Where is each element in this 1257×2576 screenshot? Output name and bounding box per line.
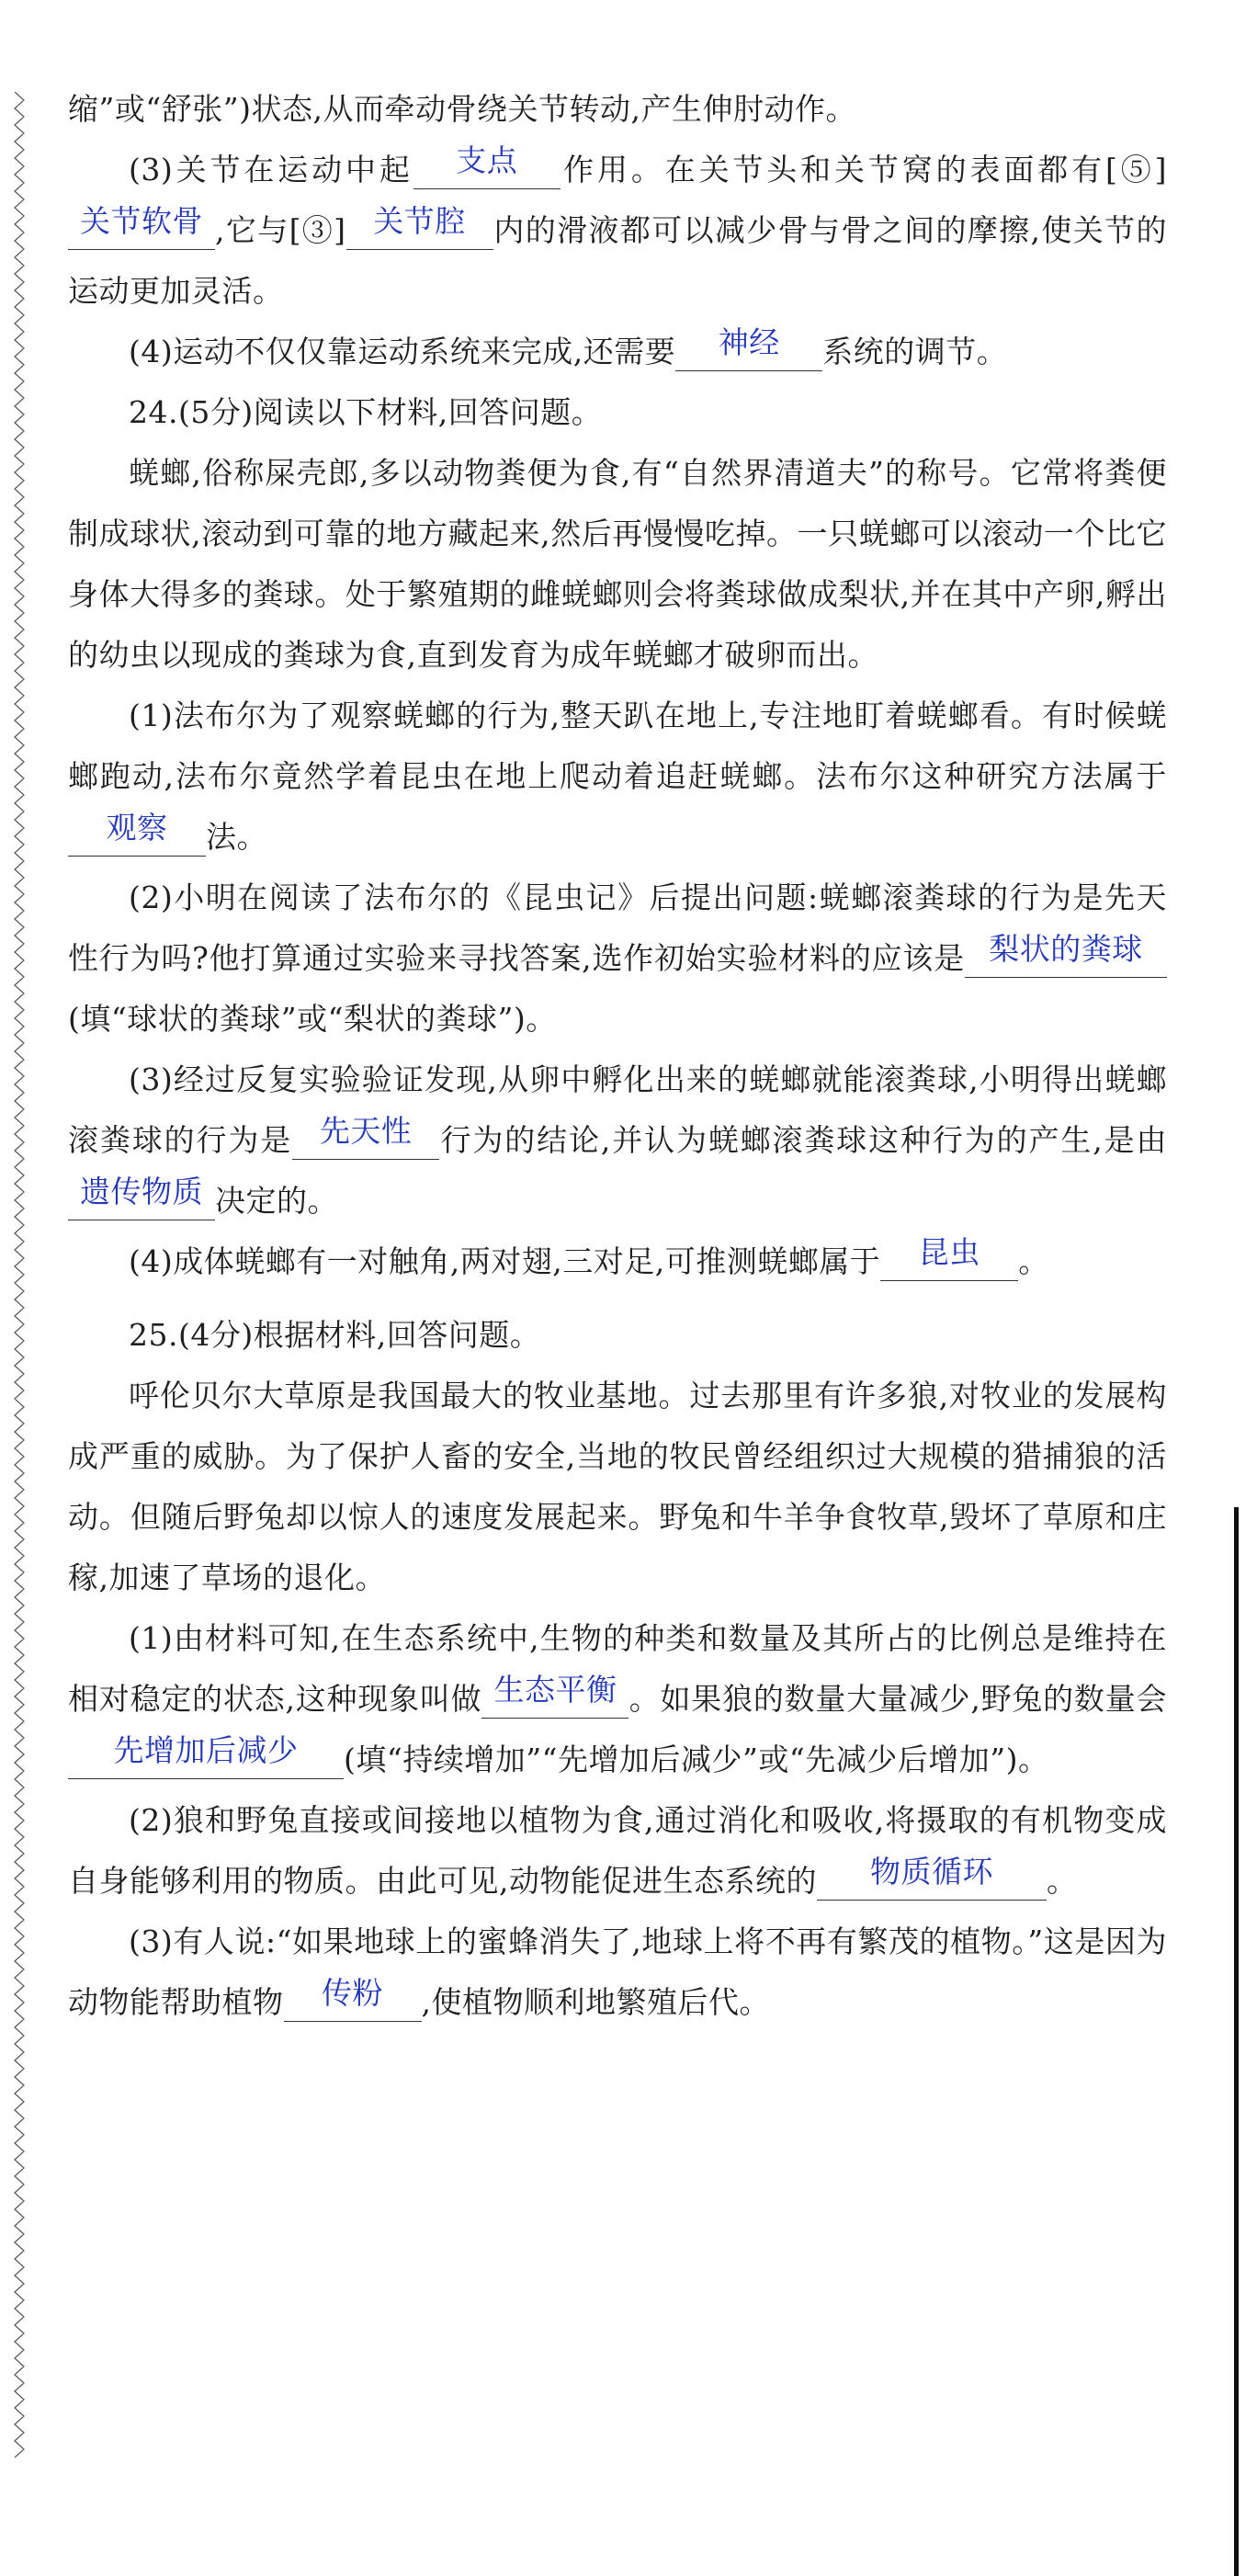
q25-part2: (2)狼和野兔直接或间接地以植物为食,通过消化和吸收,将摄取的有机物变成自身能够利用的物质。由此可见,动物能促进生态系统的 物质循环 。 — [68, 1802, 1167, 1899]
q24-part3: (3)经过反复实验验证发现,从卵中孵化出来的蜣螂就能滚粪球,小明得出蜣螂滚粪球的行为是 先天性 行为的结论,并认为蜣螂滚粪球这种行为的产生,是由遗传物质 决定的。 — [68, 1061, 1168, 1219]
q24-part4: (4)成体蜣螂有一对触角,两对翅,三对足,可推测蜣螂属于 昆虫 。 — [129, 1234, 1049, 1279]
answer-blank[interactable] — [68, 203, 215, 250]
handwritten-answer: 物质循环 — [870, 1854, 993, 1889]
q24-material: 蜣螂,俗称屎壳郎,多以动物粪便为食,有“自然界清道夫”的称号。它常将粪便制成球状,滚动到可靠的地方藏起来,然后再慢慢吃掉。一只蜣螂可以滚动一个比它身体大得多的粪球。处于繁殖期的雌蜣螂则会将粪球做成梨状,并在其中产卵,孵出的幼虫以现成的粪球为食,直到发育为成年蜣螂才破卵而出。 — [68, 455, 1167, 673]
q25-part1: (1)由材料可知,在生态系统中,生物的种类和数量及其所占的比例总是维持在相对稳定的状态,这种现象叫做 生态平衡 。如果狼的数量大量减少,野兔的数量会先增加后减少 (填“持续增加”“先增加后减少”或“先减少后增加”)。 — [68, 1620, 1167, 1777]
handwritten-answer: 神经 — [718, 324, 780, 360]
answer-blank[interactable] — [284, 1975, 422, 2022]
handwritten-answer: 生态平衡 — [493, 1672, 617, 1708]
answer-blank[interactable] — [413, 142, 561, 189]
q25-part3: (3)有人说:“如果地球上的蜜蜂消失了,地球上将不再有繁茂的植物。”这是因为动物能帮助植物 传粉 ,使植物顺利地繁殖后代。 — [68, 1923, 1167, 2020]
handwritten-answer: 支点 — [456, 142, 518, 178]
handwritten-answer: 先天性 — [319, 1113, 413, 1149]
answer-blank[interactable] — [68, 1174, 215, 1220]
handwritten-answer: 梨状的粪球 — [989, 931, 1143, 967]
answer-blank[interactable] — [481, 1672, 628, 1719]
answer-blank[interactable] — [880, 1234, 1018, 1281]
answer-blank[interactable] — [965, 931, 1167, 978]
handwritten-answer: 遗传物质 — [80, 1174, 203, 1209]
handwritten-answer: 先增加后减少 — [113, 1732, 299, 1768]
handwritten-answer: 昆虫 — [918, 1234, 980, 1270]
q24-part2: (2)小明在阅读了法布尔的《昆虫记》后提出问题:蜣螂滚粪球的行为是先天性行为吗?他打算通过实验来寻找答案,选作初始实验材料的应该是 梨状的粪球(填“球状的粪球”或“梨状的粪球”)。 — [68, 879, 1167, 1037]
q23-line1: 缩”或“舒张”)状态,从而牵动骨绕关节转动,产生伸肘动作。 — [68, 91, 856, 127]
handwritten-answer: 关节腔 — [373, 203, 466, 239]
answer-blank[interactable] — [292, 1113, 439, 1160]
handwritten-answer: 关节软骨 — [80, 203, 203, 239]
q25-material: 呼伦贝尔大草原是我国最大的牧业基地。过去那里有许多狼,对牧业的发展构成严重的威胁。为了保护人畜的安全,当地的牧民曾经组织过大规模的猎捕狼的活动。但随后野兔却以惊人的速度发展起来。野兔和牛羊争食牧草,毁坏了草原和庄稼,加速了草场的退化。 — [68, 1378, 1167, 1595]
q23-part3: (3)关节在运动中起 支点 作用。在关节头和关节窝的表面都有[⑤]关节软骨 ,它与[③] 关节腔 内的滑液都可以减少骨与骨之间的摩擦,使关节的运动更加灵活。 — [68, 142, 1168, 309]
q25-header: 25.(4分)根据材料,回答问题。 — [129, 1317, 541, 1353]
answer-blank[interactable] — [68, 1732, 344, 1779]
answer-blank[interactable] — [675, 324, 822, 371]
q24-part1: (1)法布尔为了观察蜣螂的行为,整天趴在地上,专注地盯着蜣螂看。有时候蜣螂跑动,法布尔竟然学着昆虫在地上爬动着追赶蜣螂。法布尔这种研究方法属于观察 法。 — [68, 698, 1167, 855]
answer-blank[interactable] — [68, 810, 206, 857]
answer-blank[interactable] — [346, 203, 493, 250]
handwritten-answer: 传粉 — [322, 1975, 383, 2011]
q23-part4: (4)运动不仅仅靠运动系统来完成,还需要 神经 系统的调节。 — [129, 324, 1008, 369]
q24-header: 24.(5分)阅读以下材料,回答问题。 — [129, 394, 603, 430]
worksheet-page — [68, 79, 1167, 2033]
handwritten-answer: 观察 — [106, 810, 168, 845]
answer-blank[interactable] — [817, 1854, 1047, 1901]
binding-margin-zigzag — [13, 92, 26, 2463]
scan-edge-shadow — [1234, 1507, 1239, 2576]
